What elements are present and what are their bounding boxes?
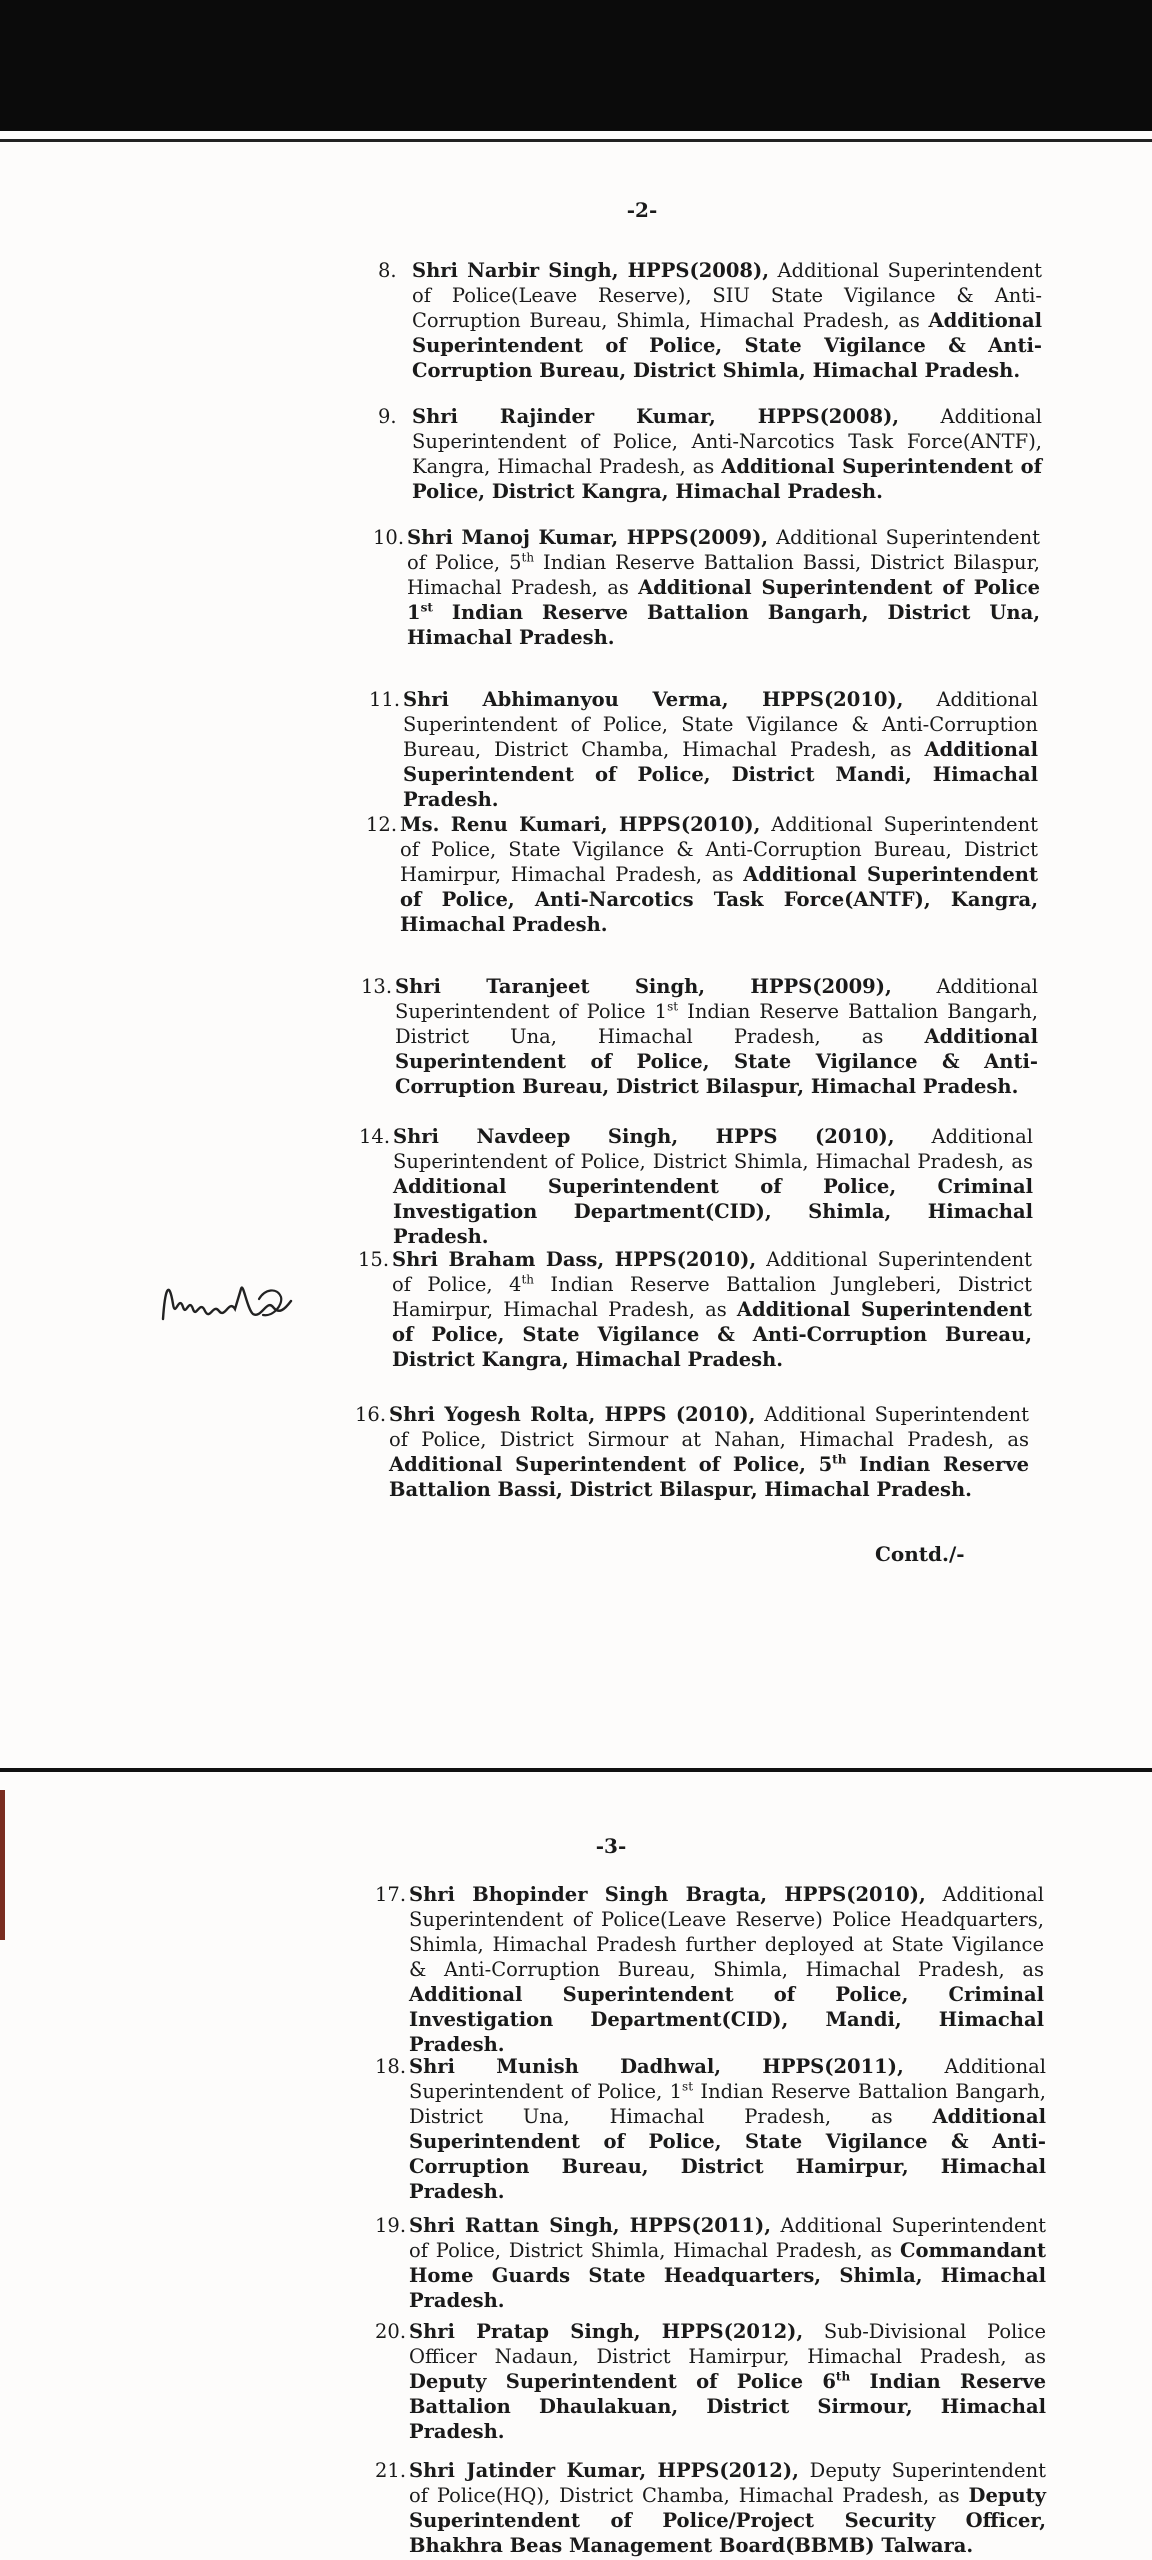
list-item-17: 17. Shri Bhopinder Singh Bragta, HPPS(2010), Additional Superintendent of Police(Leave Reserve) Police Headquarters, Shimla, Himachal Pradesh further deployed at State Vigilance & Anti-Corruption Bureau, Shimla, Himachal Pradesh, as Additional Superintendent of Police, Criminal Investigation Department(CID), Mandi, Himachal Pradesh. (375, 1883, 1044, 2056)
document-page-2 (0, 142, 1152, 1768)
list-item-10: 10. Shri Manoj Kumar, HPPS(2009), Additional Superintendent of Police, 5th Indian Reserve Battalion Bassi, District Bilaspur, Himachal Pradesh, as Additional Superintendent of Police 1st Indian Reserve Battalion Bangarh, District Una, Himachal Pradesh. (373, 526, 1040, 649)
list-item-21: 21. Shri Jatinder Kumar, HPPS(2012), Deputy Superintendent of Police(HQ), District Chamba, Himachal Pradesh, as Deputy Superintendent of Police/Project Security Officer, Bhakhra Beas Management Board(BBMB) Talwara. (375, 2459, 1046, 2557)
page-number: -2- (626, 198, 658, 222)
list-item-8: 8. Shri Narbir Singh, HPPS(2008), Additional Superintendent of Police(Leave Reserve), SIU State Vigilance & Anti-Corruption Bureau, Shimla, Himachal Pradesh, as Additional Superintendent of Police, State Vigilance & Anti-Corruption Bureau, District Shimla, Himachal Pradesh. (378, 259, 1042, 382)
list-item-11: 11. Shri Abhimanyou Verma, HPPS(2010), Additional Superintendent of Police, State Vigilance & Anti-Corruption Bureau, District Chamba, Himachal Pradesh, as Additional Superintendent of Police, District Mandi, Himachal Pradesh. (369, 688, 1038, 811)
document-page-3 (0, 1772, 1152, 2560)
list-item-13: 13. Shri Taranjeet Singh, HPPS(2009), Additional Superintendent of Police 1st Indian Reserve Battalion Bangarh, District Una, Himachal Pradesh, as Additional Superintendent of Police, State Vigilance & Anti-Corruption Bureau, District Bilaspur, Himachal Pradesh. (361, 975, 1038, 1098)
handwritten-signature (155, 1259, 305, 1339)
list-item-20: 20. Shri Pratap Singh, HPPS(2012), Sub-Divisional Police Officer Nadaun, District Hamirpur, Himachal Pradesh, as Deputy Superintendent of Police 6th Indian Reserve Battalion Dhaulakuan, District Sirmour, Himachal Pradesh. (375, 2320, 1046, 2443)
list-item-14: 14. Shri Navdeep Singh, HPPS (2010), Additional Superintendent of Police, District Shimla, Himachal Pradesh, as Additional Superintendent of Police, Criminal Investigation Department(CID), Shimla, Himachal Pradesh. (359, 1125, 1034, 1248)
continued-label: Contd./- (875, 1542, 965, 1566)
list-item-15: 15. Shri Braham Dass, HPPS(2010), Additional Superintendent of Police, 4th Indian Reserve Battalion Jungleberi, District Hamirpur, Himachal Pradesh, as Additional Superintendent of Police, State Vigilance & Anti-Corruption Bureau, District Kangra, Himachal Pradesh. (358, 1248, 1033, 1371)
list-item-12: 12. Ms. Renu Kumari, HPPS(2010), Additional Superintendent of Police, State Vigilance & Anti-Corruption Bureau, District Hamirpur, Himachal Pradesh, as Additional Superintendent of Police, Anti-Narcotics Task Force(ANTF), Kangra, Himachal Pradesh. (366, 813, 1038, 936)
list-item-16: 16. Shri Yogesh Rolta, HPPS (2010), Additional Superintendent of Police, District Sirmour at Nahan, Himachal Pradesh, as Additional Superintendent of Police, 5th Indian Reserve Battalion Bassi, District Bilaspur, Himachal Pradesh. (355, 1403, 1029, 1501)
list-item-9: 9. Shri Rajinder Kumar, HPPS(2008), Additional Superintendent of Police, Anti-Narcotics Task Force(ANTF), Kangra, Himachal Pradesh, as Additional Superintendent of Police, District Kangra, Himachal Pradesh. (378, 405, 1043, 503)
page-number: -3- (595, 1834, 627, 1858)
list-item-19: 19. Shri Rattan Singh, HPPS(2011), Additional Superintendent of Police, District Shimla, Himachal Pradesh, as Commandant Home Guards State Headquarters, Shimla, Himachal Pradesh. (375, 2214, 1046, 2312)
list-item-18: 18. Shri Munish Dadhwal, HPPS(2011), Additional Superintendent of Police, 1st Indian Reserve Battalion Bangarh, District Una, Himachal Pradesh, as Additional Superintendent of Police, State Vigilance & Anti-Corruption Bureau, District Hamirpur, Himachal Pradesh. (375, 2055, 1047, 2203)
scan-top-bar (0, 0, 1152, 131)
